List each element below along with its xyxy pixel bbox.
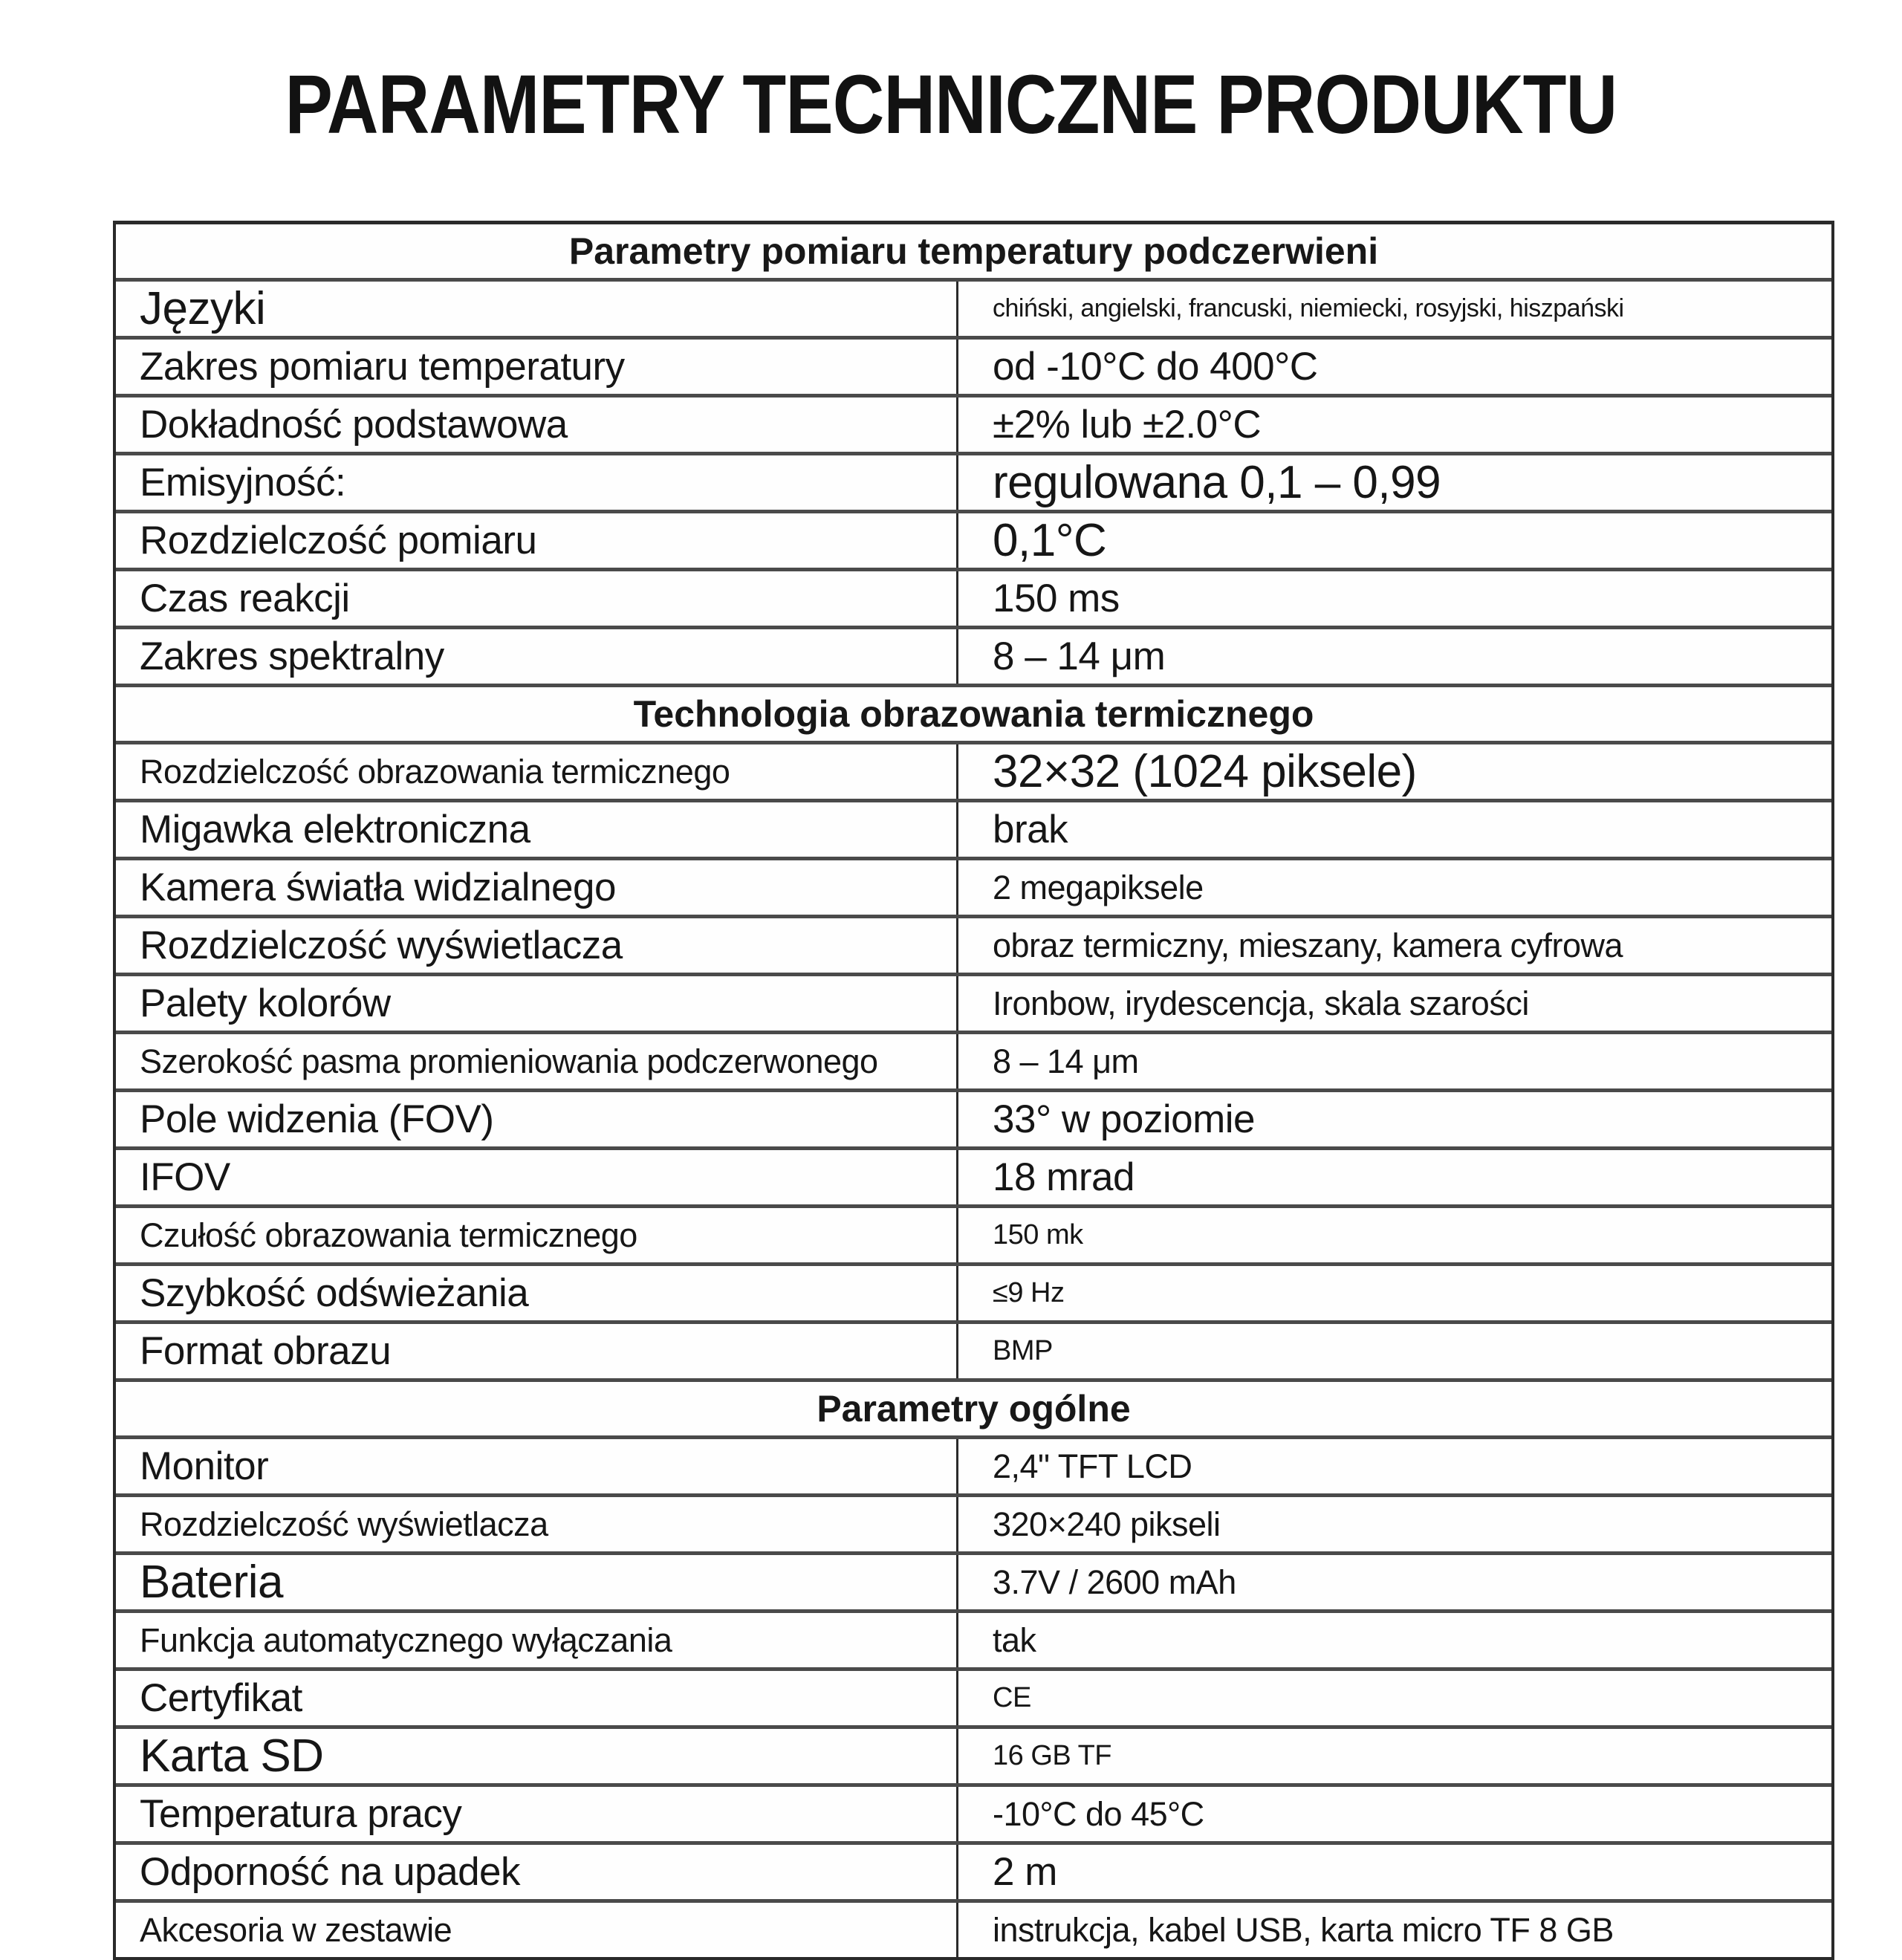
spec-value: ±2% lub ±2.0°C <box>993 403 1262 447</box>
table-row <box>116 397 1831 455</box>
spec-value: 8 – 14 μm <box>993 1042 1139 1080</box>
table-row <box>116 629 1831 687</box>
spec-label: Czułość obrazowania termicznego <box>116 1208 958 1262</box>
page-title: PARAMETRY TECHNICZNE PRODUKTU <box>285 58 1617 151</box>
spec-label: Rozdzielczość pomiaru <box>116 513 958 568</box>
spec-label: Kamera światła widzialnego <box>116 860 958 915</box>
spec-table <box>113 221 1834 1960</box>
table-row <box>116 571 1831 629</box>
spec-label: Szerokość pasma promieniowania podczerwonego <box>116 1034 958 1088</box>
spec-label: Rozdzielczość obrazowania termicznego <box>116 744 958 799</box>
table-row <box>116 1150 1831 1208</box>
spec-value: 32×32 (1024 piksele) <box>993 746 1417 797</box>
spec-label: Czas reakcji <box>116 571 958 626</box>
spec-value: 2 m <box>993 1850 1057 1894</box>
spec-value: BMP <box>993 1335 1053 1366</box>
table-row <box>116 1671 1831 1729</box>
spec-label: IFOV <box>116 1150 958 1204</box>
table-row <box>116 1613 1831 1671</box>
table-row <box>116 1497 1831 1555</box>
section-header: Parametry pomiaru temperatury podczerwieni <box>116 224 1831 282</box>
table-row <box>116 744 1831 802</box>
table-row <box>116 1555 1831 1613</box>
spec-value: chiński, angielski, francuski, niemiecki, rosyjski, hiszpański <box>993 294 1624 322</box>
table-row <box>116 1092 1831 1150</box>
spec-label: Karta SD <box>116 1729 958 1783</box>
spec-value: -10°C do 45°C <box>993 1794 1204 1833</box>
table-row <box>116 1034 1831 1092</box>
table-row <box>116 513 1831 571</box>
spec-label: Palety kolorów <box>116 976 958 1031</box>
spec-value: obraz termiczny, mieszany, kamera cyfrowa <box>993 926 1623 964</box>
spec-value: brak <box>993 808 1068 851</box>
table-row <box>116 455 1831 513</box>
spec-value: regulowana 0,1 – 0,99 <box>993 457 1441 508</box>
spec-value: 2 megapiksele <box>993 868 1204 906</box>
spec-value: ≤9 Hz <box>993 1277 1065 1308</box>
table-row <box>116 918 1831 976</box>
spec-value: 16 GB TF <box>993 1740 1112 1771</box>
table-row <box>116 1845 1831 1903</box>
spec-label: Języki <box>116 282 958 336</box>
spec-label: Dokładność podstawowa <box>116 397 958 452</box>
spec-value: 2,4" TFT LCD <box>993 1447 1192 1485</box>
spec-label: Monitor <box>116 1439 958 1493</box>
spec-value: 3.7V / 2600 mAh <box>993 1563 1236 1601</box>
table-row <box>116 1324 1831 1382</box>
spec-value: CE <box>993 1682 1031 1713</box>
spec-label: Rozdzielczość wyświetlacza <box>116 1497 958 1551</box>
spec-value: 320×240 pikseli <box>993 1505 1221 1543</box>
spec-label: Zakres pomiaru temperatury <box>116 340 958 394</box>
spec-value: tak <box>993 1620 1036 1659</box>
spec-label: Pole widzenia (FOV) <box>116 1092 958 1146</box>
table-row <box>116 1208 1831 1266</box>
spec-value: od -10°C do 400°C <box>993 345 1318 389</box>
table-row <box>116 1266 1831 1324</box>
table-row <box>116 802 1831 860</box>
section-header: Technologia obrazowania termicznego <box>116 687 1831 744</box>
spec-label: Rozdzielczość wyświetlacza <box>116 918 958 973</box>
spec-value: 33° w poziomie <box>993 1097 1255 1141</box>
spec-label: Akcesoria w zestawie <box>116 1903 958 1957</box>
spec-value: 18 mrad <box>993 1155 1135 1199</box>
spec-label: Format obrazu <box>116 1324 958 1378</box>
spec-value: 8 – 14 μm <box>993 635 1166 678</box>
spec-value: 150 mk <box>993 1219 1083 1250</box>
spec-value: instrukcja, kabel USB, karta micro TF 8 GB <box>993 1910 1614 1949</box>
spec-label: Migawka elektroniczna <box>116 802 958 857</box>
spec-label: Odporność na upadek <box>116 1845 958 1899</box>
table-row <box>116 282 1831 340</box>
section-header: Parametry ogólne <box>116 1382 1831 1439</box>
spec-label: Zakres spektralny <box>116 629 958 684</box>
table-row <box>116 340 1831 397</box>
spec-label: Certyfikat <box>116 1671 958 1725</box>
spec-value: 150 ms <box>993 577 1120 620</box>
spec-label: Szybkość odświeżania <box>116 1266 958 1320</box>
spec-label: Bateria <box>116 1555 958 1609</box>
table-row <box>116 860 1831 918</box>
table-row <box>116 1903 1831 1957</box>
spec-label: Temperatura pracy <box>116 1787 958 1841</box>
spec-value: Ironbow, irydescencja, skala szarości <box>993 984 1529 1022</box>
spec-label: Emisyjność: <box>116 455 958 510</box>
table-row <box>116 1439 1831 1497</box>
table-row <box>116 1729 1831 1787</box>
spec-value: 0,1°C <box>993 515 1107 566</box>
spec-label: Funkcja automatycznego wyłączania <box>116 1613 958 1667</box>
table-row <box>116 976 1831 1034</box>
table-row <box>116 1787 1831 1845</box>
